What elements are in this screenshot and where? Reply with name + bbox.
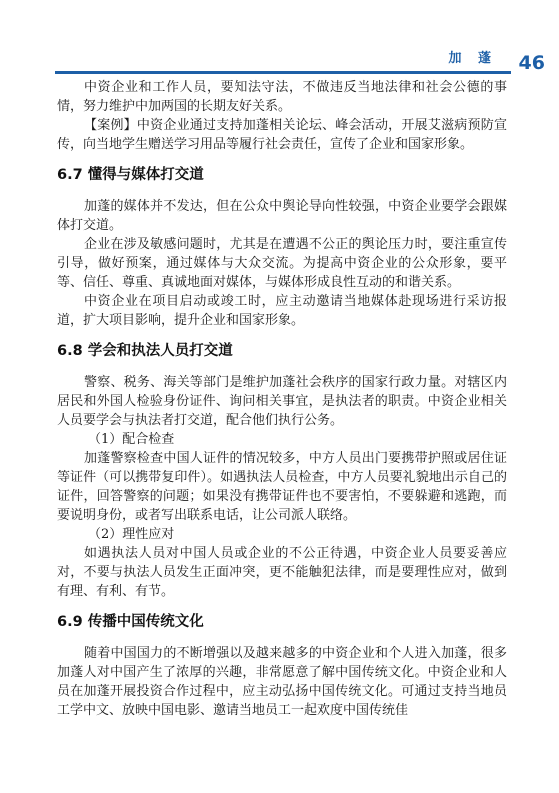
- running-header-chapter: 加 蓬: [448, 51, 497, 66]
- header-rule: [55, 71, 511, 74]
- section-heading-6-9: 6.9 传播中国传统文化: [57, 614, 204, 630]
- case-paragraph: 【案例】中资企业通过支持加蓬相关论坛、峰会活动，开展艾滋病预防宣传，向当地学生赠送学习用品等履行社会责任，宣传了企业和国家形象。: [57, 118, 507, 152]
- paragraph: 企业在涉及敏感问题时，尤其是在遭遇不公正的舆论压力时，要注重宣传引导，做好预案，通过媒体与大众交流。为提高中资企业的公众形象，要平等、信任、尊重、真诚地面对媒体，与媒体形成良性互动的和谐关系。: [57, 237, 507, 290]
- paragraph: 如遇执法人员对中国人员或企业的不公正待遇，中资企业人员要妥善应对，不要与执法人员发生正面冲突，更不能触犯法律，而是要理性应对，做到有理、有利、有节。: [57, 546, 507, 599]
- section-heading-6-7: 6.7 懂得与媒体打交道: [57, 167, 204, 183]
- paragraph: 加蓬的媒体并不发达，但在公众中舆论导向性较强，中资企业要学会跟媒体打交道。: [57, 199, 507, 233]
- subheading-rational-response: （2）理性应对: [88, 527, 175, 542]
- paragraph: 中资企业和工作人员，要知法守法，不做违反当地法律和社会公德的事情，努力维护中加两国的长期友好关系。: [57, 80, 507, 114]
- paragraph: 警察、税务、海关等部门是维护加蓬社会秩序的国家行政力量。对辖区内居民和外国人检验身份证件、询问相关事宜，是执法者的职责。中资企业相关人员要学会与执法者打交道，配合他们执行公务。: [57, 375, 507, 428]
- paragraph: 加蓬警察检查中国人证件的情况较多，中方人员出门要携带护照或居住证等证件（可以携带复印件）。如遇执法人员检查，中方人员要礼貌地出示自己的证件，回答警察的问题；如果没有携带证件也不要害怕，不要躲避和逃跑，而要说明身份，或者写出联系电话，让公司派人联络。: [57, 451, 507, 523]
- page-header: [0, 0, 559, 80]
- paragraph: 随着中国国力的不断增强以及越来越多的中资企业和个人进入加蓬，很多加蓬人对中国产生了浓厚的兴趣，非常愿意了解中国传统文化。中资企业和人员在加蓬开展投资合作过程中，应主动弘扬中国传统文化。可通过支持当地员工学中文、放映中国电影、邀请当地员工一起欢度中国传统佳: [57, 646, 507, 718]
- subheading-cooperate-inspection: （1）配合检查: [88, 432, 175, 447]
- paragraph: 中资企业在项目启动或竣工时，应主动邀请当地媒体赴现场进行采访报道，扩大项目影响，提升企业和国家形象。: [57, 294, 507, 328]
- page-body: [57, 78, 507, 720]
- page-number: 46: [518, 52, 545, 74]
- section-heading-6-8: 6.8 学会和执法人员打交道: [57, 343, 233, 359]
